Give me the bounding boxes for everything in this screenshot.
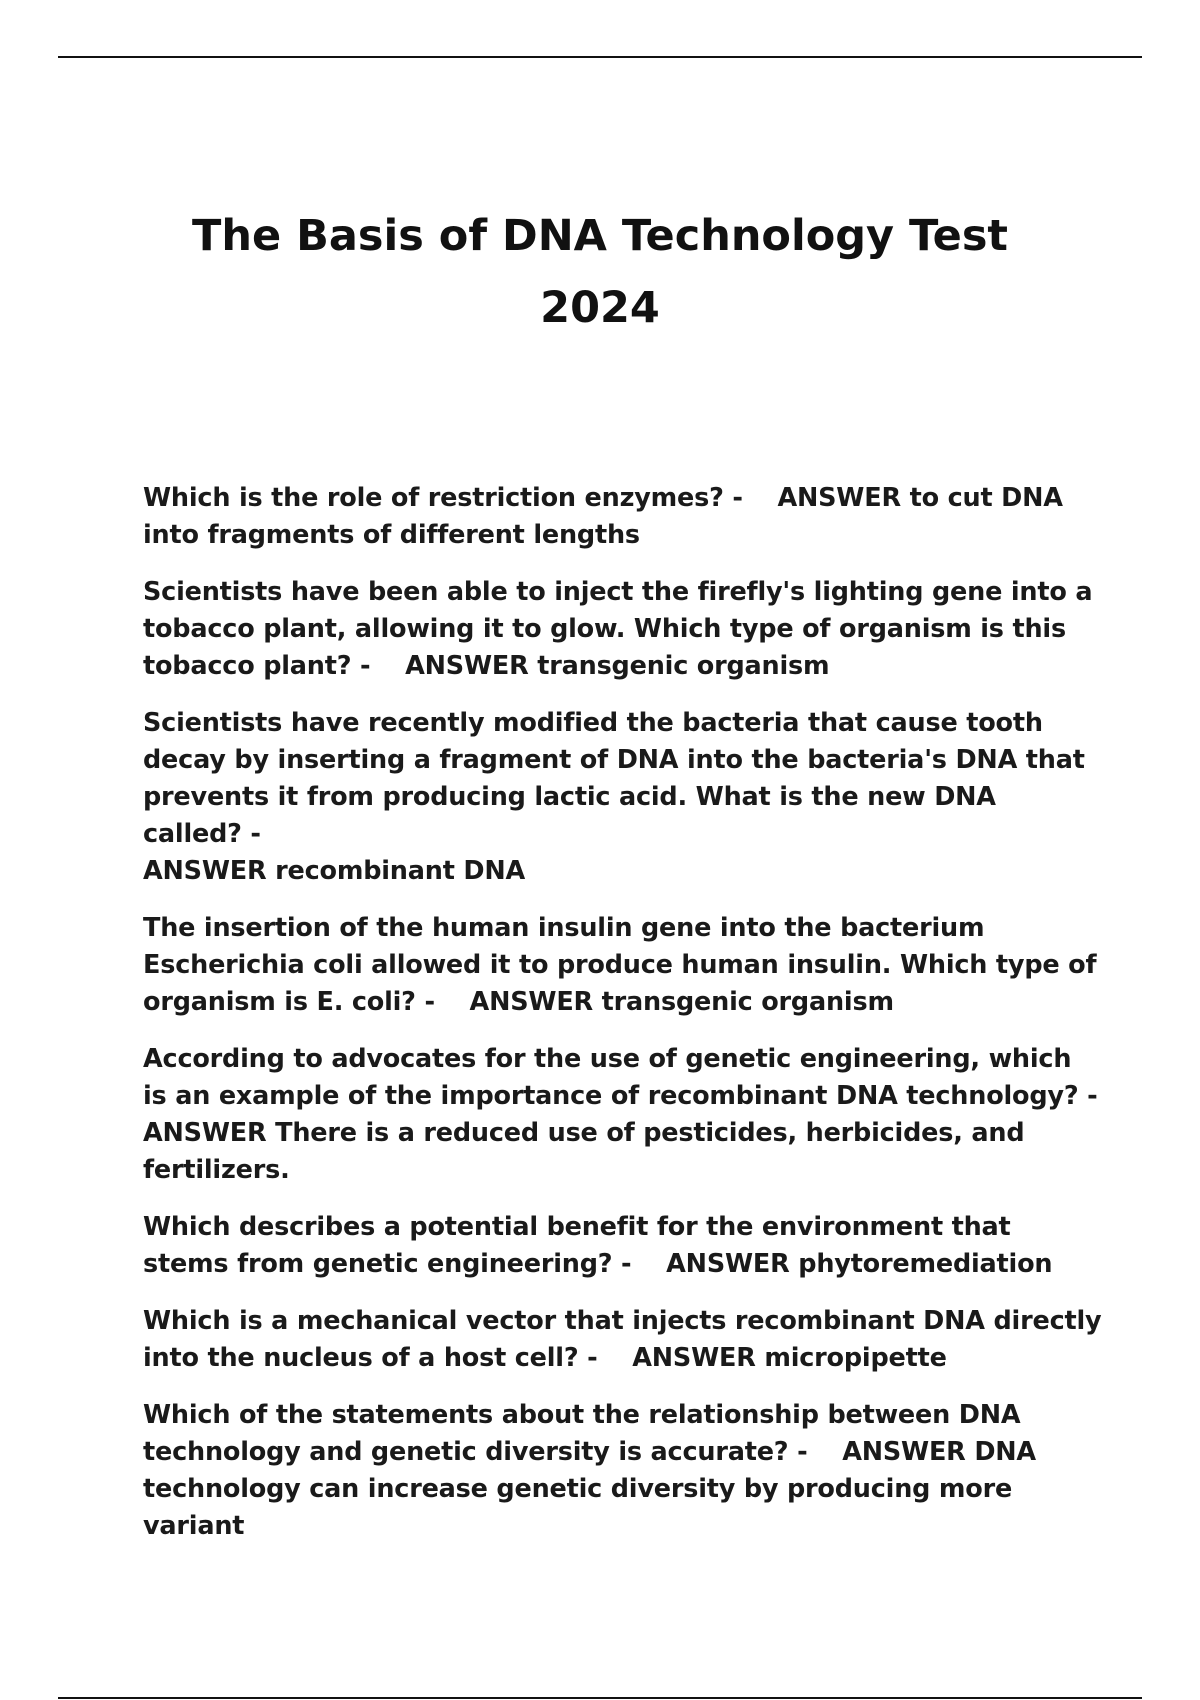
answer-text: phytoremediation [798, 1249, 1053, 1279]
qa-item-6 [143, 1209, 1103, 1283]
bottom-rule [58, 1697, 1142, 1699]
question-answer-list [143, 480, 1103, 1565]
top-rule [58, 56, 1142, 58]
qa-item-3 [143, 705, 1103, 890]
qa-item-5 [143, 1041, 1103, 1189]
question-text: Scientists have been able to inject the firefly's lighting gene into a tobacco plant, allowing it to glow. Which type of organism is this tobacco plant? - [143, 577, 1093, 681]
answer-marker: ANSWER [143, 856, 267, 886]
title-line-1: The Basis of DNA Technology Test [192, 211, 1008, 261]
answer-marker: ANSWER [405, 651, 529, 681]
answer-text: DNA technology can increase genetic diversity by producing more variant [143, 1437, 1036, 1541]
qa-item-2 [143, 574, 1103, 685]
question-text: Which is the role of restriction enzymes? - [143, 483, 743, 513]
answer-text: to cut DNA into fragments of different lengths [143, 483, 1063, 550]
question-text: Scientists have recently modified the bacteria that cause tooth decay by inserting a fragment of DNA into the bacteria's DNA that prevents it from producing lactic acid. What is the new DNA called? - [143, 708, 1085, 849]
qa-item-8 [143, 1397, 1103, 1545]
title-line-2: 2024 [540, 283, 660, 333]
question-text: Which describes a potential benefit for the environment that stems from genetic engineering? - [143, 1212, 1011, 1279]
answer-text: There is a reduced use of pesticides, herbicides, and fertilizers. [143, 1118, 1025, 1185]
answer-text: transgenic organism [537, 651, 830, 681]
answer-text: micropipette [764, 1343, 947, 1373]
answer-marker: ANSWER [777, 483, 901, 513]
page-title [0, 200, 1200, 344]
question-text: According to advocates for the use of genetic engineering, which is an example of the importance of recombinant DNA technology? - [143, 1044, 1098, 1111]
qa-item-4 [143, 910, 1103, 1021]
answer-marker: ANSWER [143, 1118, 267, 1148]
answer-marker: ANSWER [842, 1437, 966, 1467]
qa-item-1 [143, 480, 1103, 554]
question-text: Which of the statements about the relationship between DNA technology and genetic diversity is accurate? - [143, 1400, 1021, 1467]
answer-marker: ANSWER [666, 1249, 790, 1279]
question-text: Which is a mechanical vector that injects recombinant DNA directly into the nucleus of a host cell? - [143, 1306, 1102, 1373]
answer-text: transgenic organism [601, 987, 894, 1017]
answer-text: recombinant DNA [275, 856, 526, 886]
answer-marker: ANSWER [469, 987, 593, 1017]
qa-item-7 [143, 1303, 1103, 1377]
answer-marker: ANSWER [632, 1343, 756, 1373]
question-text: The insertion of the human insulin gene into the bacterium Escherichia coli allowed it to produce human insulin. Which type of organism is E. coli? - [143, 913, 1097, 1017]
